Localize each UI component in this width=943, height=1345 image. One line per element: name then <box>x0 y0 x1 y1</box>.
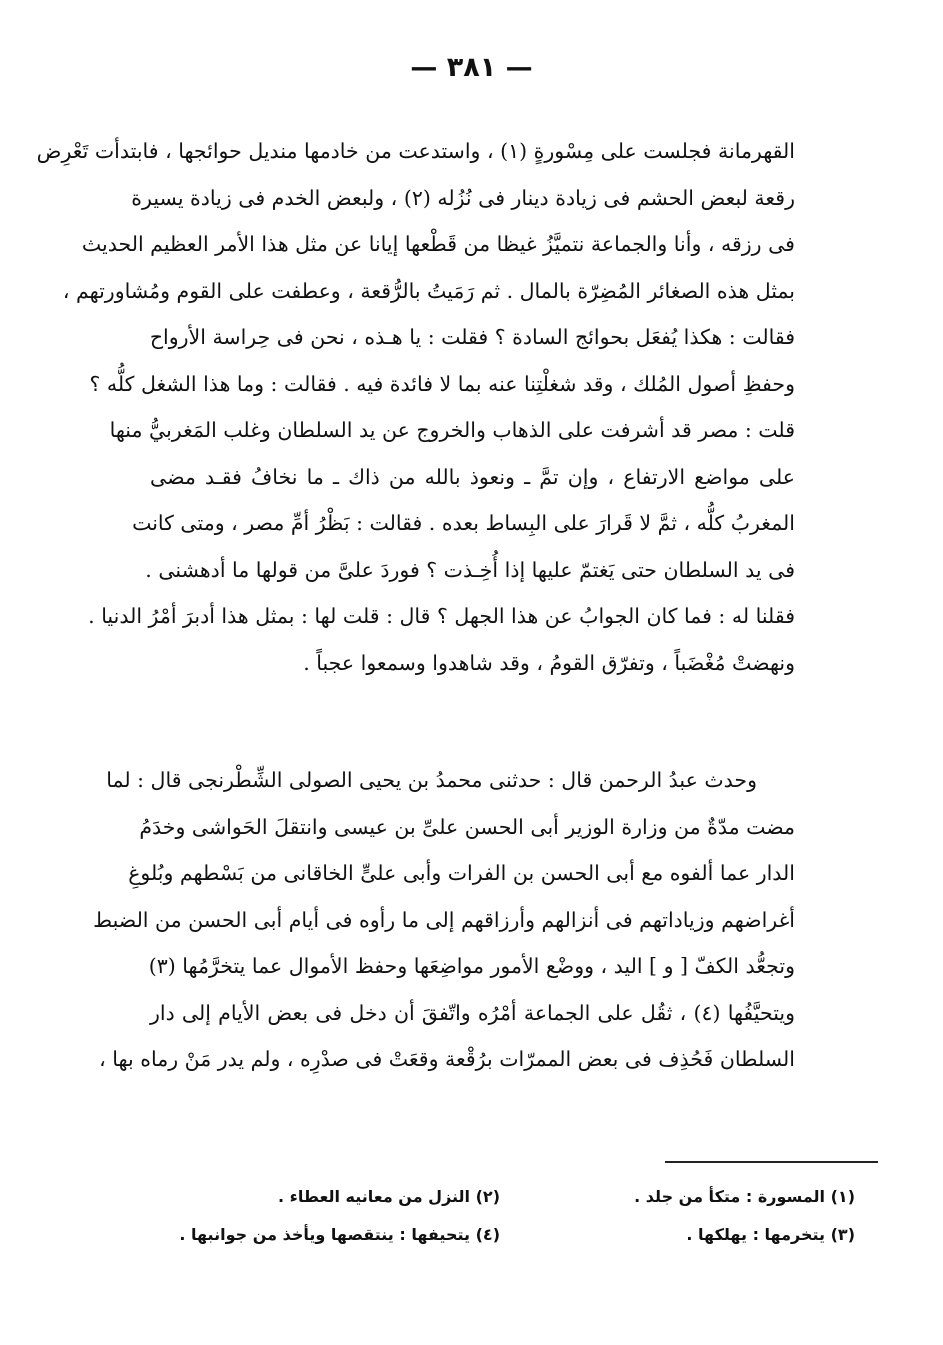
text-line: السلطان فَحُذِف فى بعض الممرّات برُقْعة وقعَتْ فى صدْرِه ، ولم يدر مَنْ رماه بها ، <box>99 1047 795 1071</box>
text-line: أغراضهم وزياداتهم فى أنزالهم وأرزاقهم إلى ما رأوه فى أيام أبى الحسن من الضبط <box>93 907 795 932</box>
text-line: على مواضع الارتفاع ، وإن تمَّ ـ ونعوذ بالله من ذاك ـ ما نخافُ فقـد مضى <box>150 464 795 489</box>
footnote: (٣) يتخرمها : يهلكها . <box>686 1225 855 1244</box>
text-line: قلت : مصر قد أشرفت على الذهاب والخروج عن يد السلطان وغلب المَغربيُّ منها <box>109 418 795 442</box>
text-line: فقالت : هكذا يُفعَل بحوائج السادة ؟ فقلت : يا هـذه ، نحن فى حِراسة الأرواح <box>149 325 795 349</box>
footnote: (١) المسورة : متكأ من جلد . <box>634 1187 855 1206</box>
text-line: رقعة لبعض الحشم فى زيادة دينار فى نُزُله (٢) ، ولبعض الخدم فى زيادة يسيرة <box>131 185 795 210</box>
text-line: مضت مدّةٌ من وزارة الوزير أبى الحسن علىِّ بن عيسى وانتقلَ الحَواشى وخدَمُ <box>139 814 795 839</box>
text-line: القهرمانة فجلست على مِسْورةٍ (١) ، واستدعت من خادمها منديل حوائجها ، فابتدأت تَعْرِض <box>36 139 795 163</box>
text-line: الدار عما ألفوه مع أبى الحسن بن الفرات وأبى علىٍّ الخاقانى من بَسْطهم وبُلوغِ <box>128 861 795 885</box>
footnotes <box>179 1178 855 1254</box>
text-line: وحفظِ أصول المُلك ، وقد شغلْتِنا عنه بما لا فائدة فيه . فقالت : وما هذا الشغل كلُّه ؟ <box>89 371 795 396</box>
text-line: ويتحيَّفُها (٤) ، ثقُل على الجماعة أمْرُه واتّفقَ أن دخل فى بعض الأيام إلى دار <box>150 1000 795 1025</box>
text-line: فى يد السلطان حتى يَغتمّ عليها إذا أُخِـذت ؟ فوردَ علىَّ من قولها ما أدهشنى . <box>145 557 795 582</box>
text-line: ونهضتْ مُغْضَباً ، وتفرّق القومُ ، وقد شاهدوا وسمعوا عجباً . <box>303 650 795 675</box>
text-line: فقلنا له : فما كان الجوابُ عن هذا الجهل ؟ قال : قلت لها : بمثل هذا أدبرَ أمْرُ الدنيا . <box>88 604 795 628</box>
footnote: (٢) النزل من معانيه العطاء . <box>278 1187 500 1206</box>
footnote-row <box>200 1178 855 1216</box>
text-line: وحدث عبدُ الرحمن قال : حدثنى محمدُ بن يحيى الصولى الشِّطْرنجى قال : لما <box>106 768 757 792</box>
paragraph-1 <box>36 128 795 686</box>
footnote-divider <box>665 1161 878 1163</box>
text-line: بمثل هذه الصغائر المُضِرّة بالمال . ثم رَمَيتُ بالرُّقعة ، وعطفت على القوم ومُشاورتهم ، <box>62 278 795 303</box>
footnote-row <box>179 1216 855 1254</box>
paragraph-2 <box>93 757 795 1083</box>
page-number: — ٣٨١ — <box>410 52 533 83</box>
text-line: وتجعُّد الكفّ [ و ] اليد ، ووضْع الأمور مواضِعَها وحفظ الأموال عما يتخرَّمُها (٣) <box>148 954 795 978</box>
text-line: فى رزقه ، وأنا والجماعة نتميَّزُ غيظا من قَطْعها إيانا عن مثل هذا الأمر العظيم الحديث <box>81 232 795 256</box>
text-line: المغربُ كلُّه ، ثمَّ لا قَرارَ على البِساط بعده . فقالت : بَظْرُ أمِّ مصر ، ومتى كانت <box>132 511 795 535</box>
footnote: (٤) يتحيفها : ينتقصها ويأخذ من جوانبها . <box>179 1225 500 1244</box>
